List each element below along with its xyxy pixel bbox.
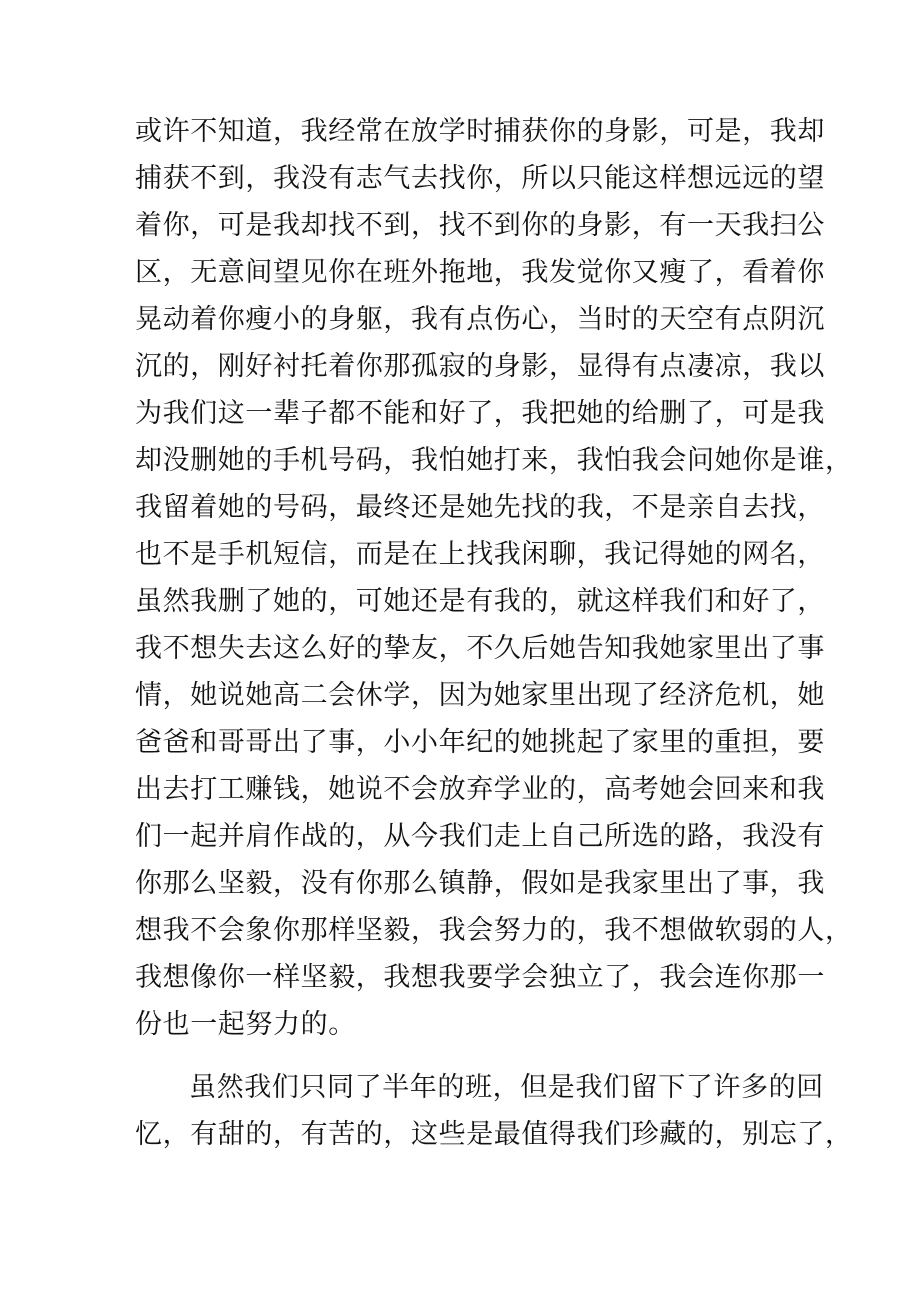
paragraph-first-line: 虽然我们只同了半年的班，但是我们留下了许多的回	[189, 1072, 824, 1103]
text-line: 也不是手机短信，而是在上找我闲聊，我记得她的网名，	[135, 539, 825, 570]
text-line: 想我不会象你那样坚毅，我会努力的，我不想做软弱的人，	[135, 915, 853, 946]
text-line: 忆，有甜的，有苦的，这些是最值得我们珍藏的，别忘了，	[135, 1119, 853, 1150]
text-line: 我留着她的号码，最终还是她先找的我，不是亲自去找，	[135, 492, 825, 523]
text-line: 或许不知道，我经常在放学时捕获你的身影，可是，我却	[135, 116, 825, 147]
text-line: 们一起并肩作战的，从今我们走上自己所选的路，我没有	[135, 821, 825, 852]
text-line: 我想像你一样坚毅，我想我要学会独立了，我会连你那一	[135, 962, 825, 993]
text-line: 着你，可是我却找不到，找不到你的身影，有一天我扫公	[135, 210, 825, 241]
text-line: 爸爸和哥哥出了事，小小年纪的她挑起了家里的重担，要	[135, 727, 825, 758]
text-line: 你那么坚毅，没有你那么镇静，假如是我家里出了事，我	[135, 868, 825, 899]
text-line: 却没删她的手机号码，我怕她打来，我怕我会问她你是谁，	[135, 445, 853, 476]
text-line: 出去打工赚钱，她说不会放弃学业的，高考她会回来和我	[135, 774, 825, 805]
body-text	[135, 108, 853, 1158]
text-line: 捕获不到，我没有志气去找你，所以只能这样想远远的望	[135, 163, 825, 194]
text-line: 我不想失去这么好的挚友，不久后她告知我她家里出了事	[135, 633, 825, 664]
text-line: 为我们这一辈子都不能和好了，我把她的给删了，可是我	[135, 398, 825, 429]
text-line: 区，无意间望见你在班外拖地，我发觉你又瘦了，看着你	[135, 257, 825, 288]
text-line: 份也一起努力的。	[135, 1009, 356, 1040]
text-line: 沉的，刚好衬托着你那孤寂的身影，显得有点凄凉，我以	[135, 351, 825, 382]
text-line: 虽然我删了她的，可她还是有我的，就这样我们和好了，	[135, 586, 825, 617]
text-line: 情，她说她高二会休学，因为她家里出现了经济危机，她	[135, 680, 825, 711]
text-line: 晃动着你瘦小的身躯，我有点伤心，当时的天空有点阴沉	[135, 304, 825, 335]
